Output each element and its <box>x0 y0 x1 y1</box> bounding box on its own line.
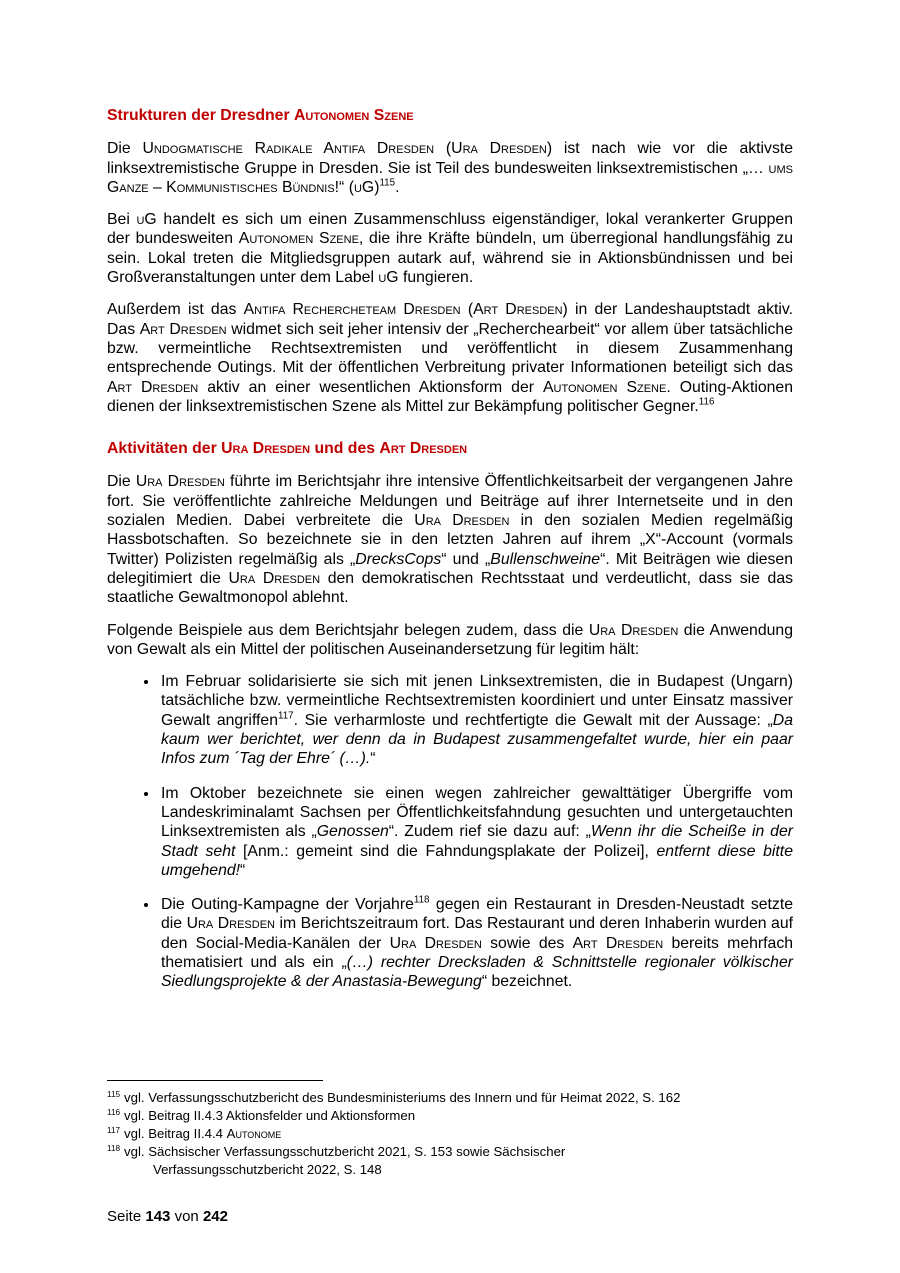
italic-text: Da kaum wer berichtet, wer denn da in Budapest zusammengefaltet wurde, hier ein paar Infos zum ´Tag der Ehre´ (…). <box>161 711 793 768</box>
footnote-text <box>124 1126 281 1141</box>
paragraph-ug-beschreibung <box>107 210 793 287</box>
text-run: Im Februar solidarisierte sie sich mit jenen Linksextremisten, die in Budapest (Ungarn) tatsächliche bzw. vermeintliche Rechtsextremisten koordiniert und unter Einsatz massiver Gewalt angriffen <box>161 673 793 729</box>
footnote-reference: 117 <box>278 710 294 722</box>
small-caps-text: Art Dresden <box>473 301 563 319</box>
text-run: ( <box>460 301 474 319</box>
text-run: vgl. Sächsischer Verfassungsschutzbericht 2021, S. 153 sowie Sächsischer <box>124 1144 566 1159</box>
text-run: “ <box>370 750 376 768</box>
text-run: “. Zudem rief sie dazu auf: „ <box>388 823 591 841</box>
footer-label: Seite <box>107 1208 142 1225</box>
footnote-marker: 118 <box>107 1143 121 1153</box>
text-run: Folgende Beispiele aus dem Berichtsjahr belegen zudem, dass die <box>107 621 589 639</box>
footnote-marker: 116 <box>107 1107 121 1117</box>
text-run: Strukturen der Dresdner <box>107 107 294 124</box>
text-run: führte im Berichtsjahr ihre intensive Öffentlichkeitsarbeit der vergangenen Jahre fort. Sie veröffentlichte zahlreiche Meldungen und Beiträge auf ihrer Internetseite und in den sozialen Medien. Dabei verbreitete die <box>107 473 793 530</box>
small-caps-text: uG <box>378 269 399 287</box>
text-run: . Outing-Aktionen dienen der linksextremistischen Szene als Mittel zur Bekämpfung politischer Gegner. <box>107 378 793 415</box>
bullet-list <box>107 672 793 991</box>
footer-total-pages: 242 <box>202 1208 228 1225</box>
small-caps-text: Ura Dresden <box>228 569 321 587</box>
small-caps-text: Art Dresden <box>107 378 199 396</box>
footer-separator: von <box>174 1208 199 1225</box>
text-run: vgl. Verfassungsschutzbericht des Bundesministeriums des Innern und für Heimat 2022, S. 162 <box>124 1090 681 1105</box>
text-run: ) <box>374 178 380 196</box>
small-caps-text: uG <box>136 211 157 229</box>
text-run: bereits mehrfach thematisiert und als ein „ <box>161 934 794 971</box>
footnote-115 <box>107 1089 793 1107</box>
text-run: . Sie verharmloste und rechtfertigte die Gewalt mit der Aussage: „ <box>293 711 773 729</box>
text-run: “ bezeichnet. <box>481 973 573 991</box>
text-run: Im Oktober bezeichnete sie einen wegen zahlreicher gewalttätiger Übergriffe vom Landeskriminalamt Sachsen per Öffentlichkeitsfahndung gesuchten und untergetauchten Linksextremisten als „ <box>161 784 793 841</box>
text-run: Verfassungsschutzbericht 2022, S. 148 <box>153 1162 382 1177</box>
small-caps-text: Ura Dresden <box>221 440 311 458</box>
small-caps-text: uG <box>353 178 375 196</box>
footnote-text <box>124 1144 565 1159</box>
small-caps-text: Ura Dresden <box>588 621 679 639</box>
text-run: [Anm.: gemeint sind die Fahndungsplakate der Polizei], <box>235 842 657 860</box>
italic-text: entfernt diese bitte umgehend! <box>161 842 793 879</box>
page-footer <box>107 1207 228 1226</box>
text-run: gegen ein Restaurant in Dresden-Neustadt setzte die <box>161 896 794 933</box>
bullet-item-oktober <box>159 784 793 880</box>
text-run: Die <box>107 140 143 158</box>
text-run: “. Mit Beiträgen wie diesen delegitimiert die <box>107 550 794 587</box>
small-caps-text: ums Ganze – Kommunistisches Bündnis! <box>107 159 793 196</box>
section-heading-aktivitaeten <box>107 439 793 458</box>
text-run: Die Outing-Kampagne der Vorjahre <box>161 896 414 914</box>
text-run: Außerdem ist das <box>107 301 244 319</box>
small-caps-text: Ura Dresden <box>186 915 275 933</box>
text-run: und des <box>310 440 380 458</box>
text-run: . <box>395 178 400 196</box>
text-run: ) ist nach wie vor die aktivste linksextremistische Gruppe in Dresden. Sie ist Teil des bundesweiten linksextremistischen „… <box>107 140 794 177</box>
footnote-118 <box>107 1143 793 1161</box>
footnote-text <box>124 1090 680 1105</box>
footnote-118-continuation <box>107 1161 793 1179</box>
text-run: Die <box>107 473 136 491</box>
footnote-marker: 115 <box>107 1089 121 1099</box>
text-run: handelt es sich um einen Zusammenschluss eigenständiger, lokal verankerter Gruppen der bundesweiten <box>107 211 793 248</box>
small-caps-text: Undogmatische Radikale Antifa Dresden <box>142 140 435 158</box>
text-run: “ und „ <box>441 550 491 568</box>
paragraph-ura-intro <box>107 139 793 197</box>
italic-text: Wenn ihr die Scheiße in der Stadt seht <box>161 823 793 860</box>
footer-page-number: 143 <box>145 1208 171 1225</box>
footnote-reference: 115 <box>379 177 396 189</box>
small-caps-text: Autonome <box>226 1126 282 1141</box>
footnote-reference: 116 <box>698 396 715 408</box>
text-run: Bei <box>107 211 137 229</box>
small-caps-text: Antifa Rechercheteam Dresden <box>243 301 461 319</box>
paragraph-beispiele-intro <box>107 621 793 660</box>
footnote-section <box>107 1080 793 1179</box>
page-content <box>107 106 793 1007</box>
text-run: , die ihre Kräfte bündeln, um überregional handlungsfähig zu sein. Lokal treten die Mitgliedsgruppen autark auf, während sie in Aktionsbündnissen und bei Großveranstaltungen unter dem Label <box>107 230 793 287</box>
text-run: widmet sich seit jeher intensiv der „Recherchearbeit“ vor allem über tatsächliche bzw. vermeintliche Rechtsextremisten und veröffentlicht in diesem Zusammenhang entsprechende Outings. Mit der öffentlichen Verbreitung privater Informationen beteiligt sich das <box>107 320 794 377</box>
footnote-reference: 118 <box>413 894 430 906</box>
text-run: ( <box>434 140 452 158</box>
footnote-text <box>124 1108 415 1123</box>
paragraph-oeffentlichkeitsarbeit <box>107 472 793 607</box>
bullet-item-outing-kampagne <box>159 895 793 991</box>
text-run: “ <box>240 861 246 879</box>
small-caps-text: Art Dresden <box>572 934 664 952</box>
small-caps-text: Art Dresden <box>379 440 468 458</box>
footnote-116 <box>107 1107 793 1125</box>
small-caps-text: Autonomen Szene <box>542 378 667 396</box>
section-heading-strukturen <box>107 106 793 125</box>
small-caps-text: Ura Dresden <box>389 934 482 952</box>
text-run: “ ( <box>339 178 354 196</box>
footnote-marker: 117 <box>107 1125 121 1135</box>
text-run: den demokratischen Rechtsstaat und verdeutlicht, dass sie das staatliche Gewaltmonopol ablehnt. <box>107 569 793 607</box>
text-run: die Anwendung von Gewalt als ein Mittel der politischen Auseinandersetzung für legitim hält: <box>107 621 793 658</box>
italic-text: (…) rechter Drecksladen & Schnittstelle regionaler völkischer Siedlungsprojekte & der Anastasia-Bewegung <box>161 953 793 991</box>
italic-text: Bullenschweine <box>490 550 601 568</box>
bullet-item-februar <box>159 672 793 768</box>
text-run: ) in der Landeshauptstadt aktiv. Das <box>107 301 794 338</box>
text-run: aktiv an einer wesentlichen Aktionsform der <box>198 378 543 396</box>
small-caps-text: Ura Dresden <box>135 473 225 491</box>
italic-text: DrecksCops <box>355 550 442 568</box>
footnote-text <box>153 1162 382 1177</box>
small-caps-text: Autonomen Szene <box>238 230 359 248</box>
italic-text: Genossen <box>316 823 389 841</box>
small-caps-text: Ura Dresden <box>414 512 510 530</box>
paragraph-art-dresden <box>107 300 793 416</box>
footnote-separator-rule <box>107 1080 323 1081</box>
small-caps-text: Autonomen Szene <box>293 107 414 124</box>
text-run: Aktivitäten der <box>107 440 222 458</box>
text-run: vgl. Beitrag II.4.3 Aktionsfelder und Aktionsformen <box>124 1108 416 1123</box>
text-run: in den sozialen Medien regelmäßig Hassbotschaften. So bezeichnete sie in den letzten Jahren auf ihrem „X“-Account (vormals Twitter) Polizisten regelmäßig als „ <box>107 512 794 568</box>
text-run: im Berichtszeitraum fort. Das Restaurant und deren Inhaberin wurden auf den Social-Media-Kanälen der <box>161 915 794 952</box>
footnote-117 <box>107 1125 793 1143</box>
small-caps-text: Ura Dresden <box>451 140 547 158</box>
small-caps-text: Art Dresden <box>139 320 227 338</box>
text-run: fungieren. <box>398 269 474 287</box>
text-run: sowie des <box>481 934 573 952</box>
text-run: vgl. Beitrag II.4.4 <box>124 1126 227 1141</box>
